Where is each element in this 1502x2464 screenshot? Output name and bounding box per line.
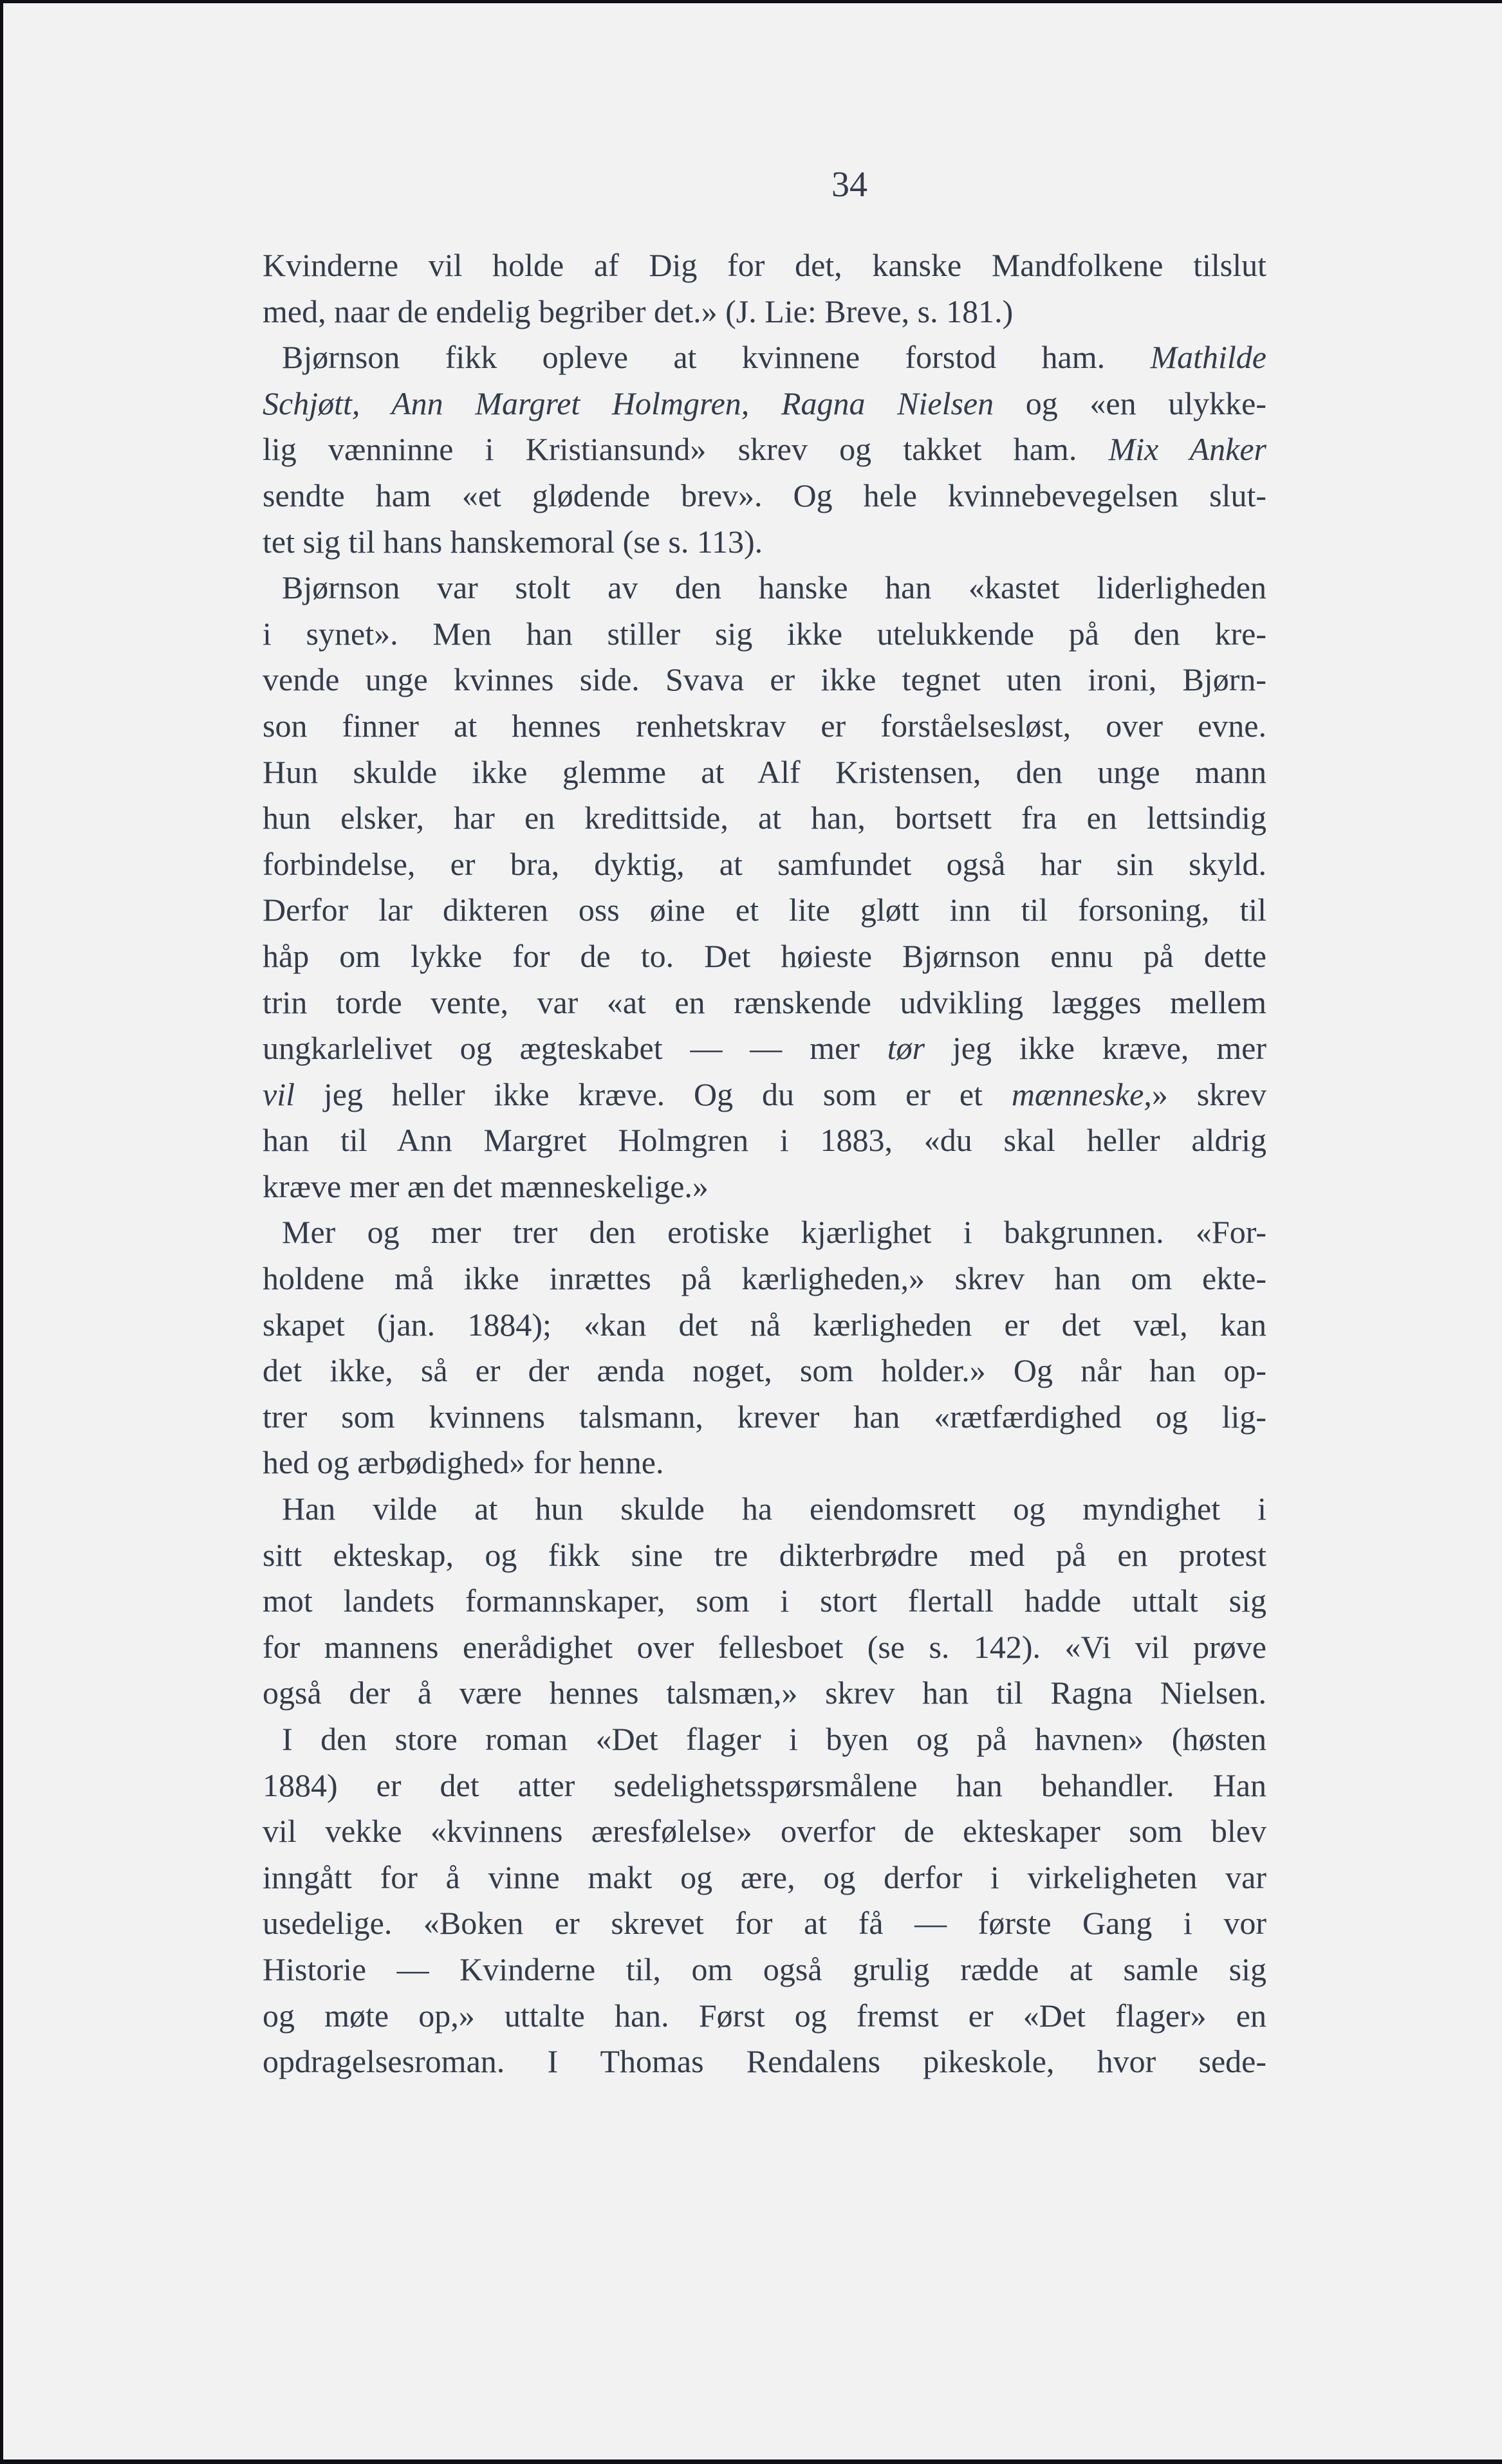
text-run: vil vekke «kvinnens æresfølelse» overfor de ekteskaper som blev: [263, 1813, 1266, 1850]
text-run: og «en ulykke-: [994, 385, 1266, 421]
text-run: lig vænninne i Kristiansund» skrev og takket ham.: [263, 431, 1109, 468]
text-line: [263, 703, 1266, 749]
text-line: [263, 381, 1266, 427]
text-run: Historie — Kvinderne til, om også grulig rædde at samle sig: [263, 1951, 1266, 1987]
text-line: [263, 565, 1266, 611]
italic-run: mænneske,: [1011, 1076, 1152, 1112]
text-line: [263, 1348, 1266, 1394]
text-run: Han vilde at hun skulde ha eiendomsrett og myndighet i: [282, 1491, 1266, 1527]
text-run: for mannens enerådighet over fellesboet (se s. 142). «Vi vil prøve: [263, 1628, 1266, 1665]
text-run: Kvinderne vil holde af Dig for det, kanske Mandfolkene tilslut: [263, 247, 1266, 283]
text-line: [263, 933, 1266, 980]
text-line: [263, 289, 1266, 335]
text-run: og møte op,» uttalte han. Først og fremst er «Det flager» en: [263, 1997, 1266, 2034]
text-line: [263, 1209, 1266, 1256]
text-line: [263, 1072, 1266, 1118]
text-run: vende unge kvinnes side. Svava er ikke tegnet uten ironi, Bjørn-: [263, 661, 1266, 698]
text-line: [263, 1763, 1266, 1809]
text-run: » skrev: [1151, 1076, 1266, 1112]
text-line: [263, 1855, 1266, 1901]
page-number: 34: [831, 165, 867, 205]
italic-run: Mathilde: [1150, 339, 1266, 376]
text-run: usedelige. «Boken er skrevet for at få — første Gang i vor: [263, 1905, 1266, 1942]
text-run: Bjørnson var stolt av den hanske han «kastet liderligheden: [282, 569, 1266, 606]
italic-run: Schjøtt, Ann Margret Holmgren, Ragna Nielsen: [263, 385, 994, 421]
text-line: [263, 1164, 1266, 1210]
text-line: [263, 1947, 1266, 1993]
text-run: trin torde vente, var «at en rænskende udvikling lægges mellem: [263, 984, 1266, 1020]
text-run: Bjørnson fikk opleve at kvinnene forstod ham.: [282, 339, 1151, 376]
text-run: sitt ekteskap, og fikk sine tre dikterbrødre med på en protest: [263, 1536, 1266, 1573]
text-block: [263, 243, 1266, 2085]
text-line: [263, 1394, 1266, 1440]
text-run: hed og ærbødighed» for henne.: [263, 1444, 664, 1481]
text-line: [263, 335, 1266, 381]
text-line: [263, 427, 1266, 473]
text-run: kræve mer æn det mænneskelige.»: [263, 1168, 709, 1204]
text-run: hun elsker, har en kredittside, at han, bortsett fra en lettsindig: [263, 800, 1266, 836]
text-line: [263, 1440, 1266, 1486]
text-run: forbindelse, er bra, dyktig, at samfundet også har sin skyld.: [263, 845, 1266, 882]
text-line: [263, 1117, 1266, 1164]
text-run: Derfor lar dikteren oss øine et lite gløtt inn til forsoning, til: [263, 892, 1266, 928]
text-line: [263, 887, 1266, 933]
text-line: [263, 1716, 1266, 1763]
text-run: håp om lykke for de to. Det høieste Bjørnson ennu på dette: [263, 937, 1266, 974]
text-run: jeg heller ikke kræve. Og du som er et: [294, 1076, 1012, 1112]
text-line: [263, 1302, 1266, 1348]
text-line: [263, 519, 1266, 565]
text-run: I den store roman «Det flager i byen og på havnen» (høsten: [282, 1721, 1266, 1757]
text-line: [263, 1532, 1266, 1579]
text-line: [263, 473, 1266, 519]
text-line: [263, 980, 1266, 1026]
text-run: inngått for å vinne makt og ære, og derfor i virkeligheten var: [263, 1859, 1266, 1895]
text-run: 1884) er det atter sedelighetsspørsmålene han behandler. Han: [263, 1767, 1266, 1803]
text-run: holdene må ikke inrættes på kærligheden,» skrev han om ekte-: [263, 1260, 1266, 1297]
text-line: [263, 841, 1266, 888]
text-run: ungkarlelivet og ægteskabet — — mer: [263, 1030, 887, 1067]
italic-run: tør: [887, 1030, 925, 1067]
text-line: [263, 1670, 1266, 1716]
text-run: Mer og mer trer den erotiske kjærlighet i bakgrunnen. «For-: [282, 1214, 1266, 1251]
text-line: [263, 2039, 1266, 2085]
text-line: [263, 1486, 1266, 1532]
text-run: Hun skulde ikke glemme at Alf Kristensen, den unge mann: [263, 753, 1266, 790]
text-run: trer som kvinnens talsmann, krever han «rætfærdighed og lig-: [263, 1398, 1266, 1435]
italic-run: vil: [263, 1076, 295, 1112]
text-line: [263, 749, 1266, 796]
text-line: [263, 1256, 1266, 1302]
text-run: det ikke, så er der ænda noget, som holder.» Og når han op-: [263, 1352, 1266, 1389]
text-run: mot landets formannskaper, som i stort flertall hadde uttalt sig: [263, 1583, 1266, 1619]
text-line: [263, 243, 1266, 289]
text-line: [263, 1025, 1266, 1072]
text-run: med, naar de endelig begriber det.» (J. Lie: Breve, s. 181.): [263, 293, 1014, 329]
text-line: [263, 1993, 1266, 2039]
text-line: [263, 1624, 1266, 1671]
text-run: opdragelsesroman. I Thomas Rendalens pikeskole, hvor sede-: [263, 2043, 1266, 2080]
text-line: [263, 657, 1266, 703]
text-run: sendte ham «et glødende brev». Og hele kvinnebevegelsen slut-: [263, 477, 1266, 513]
text-line: [263, 611, 1266, 657]
italic-run: Mix Anker: [1108, 431, 1267, 468]
text-run: son finner at hennes renhetskrav er forståelsesløst, over evne.: [263, 707, 1266, 744]
text-run: jeg ikke kræve, mer: [925, 1030, 1266, 1067]
text-line: [263, 1900, 1266, 1947]
text-run: tet sig til hans hanskemoral (se s. 113).: [263, 523, 763, 560]
text-run: også der å være hennes talsmæn,» skrev han til Ragna Nielsen.: [263, 1675, 1266, 1711]
text-run: han til Ann Margret Holmgren i 1883, «du skal heller aldrig: [263, 1122, 1266, 1159]
text-run: skapet (jan. 1884); «kan det nå kærligheden er det væl, kan: [263, 1306, 1266, 1343]
text-run: i synet». Men han stiller sig ikke utelukkende på den kre-: [263, 615, 1266, 652]
text-line: [263, 1578, 1266, 1624]
text-line: [263, 1808, 1266, 1855]
text-line: [263, 795, 1266, 841]
